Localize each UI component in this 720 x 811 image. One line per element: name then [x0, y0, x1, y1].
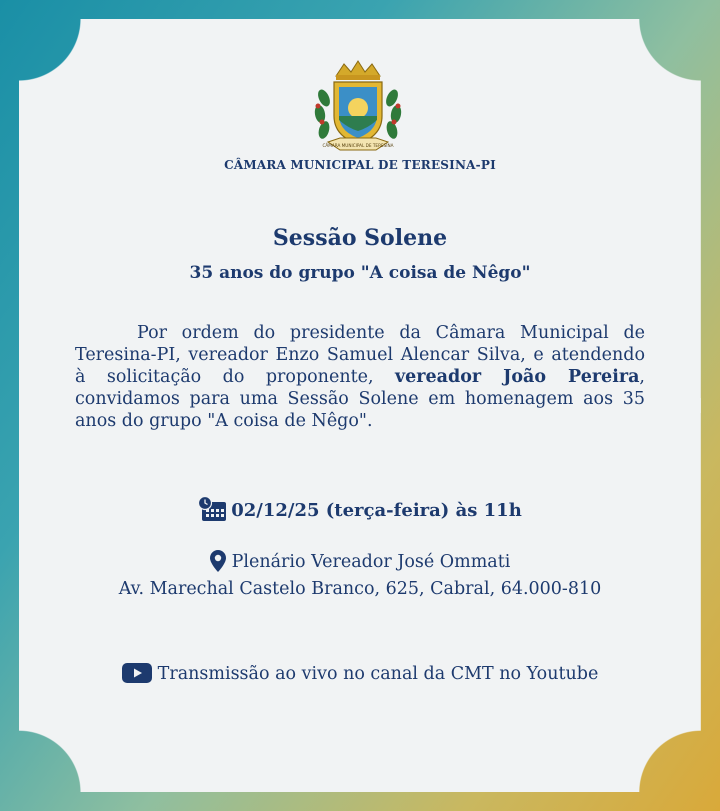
body-text-part2: , convidamos para uma Sessão Solene em homenagem aos 35 anos do grupo "A coisa de Nêgo". — [75, 367, 645, 431]
event-subtitle: 35 anos do grupo "A coisa de Nêgo" — [189, 263, 531, 283]
camara-emblem-logo — [310, 58, 406, 156]
live-stream-info — [0, 664, 720, 684]
organization-name: CÂMARA MUNICIPAL DE TERESINA-PI — [224, 158, 496, 172]
youtube-icon — [122, 663, 152, 683]
event-address: Av. Marechal Castelo Branco, 625, Cabral, 64.000-810 — [118, 579, 602, 599]
event-venue — [0, 552, 720, 572]
invitation-body — [75, 322, 645, 432]
event-date-text: 02/12/25 (terça-feira) às 11h — [231, 500, 522, 521]
event-date — [0, 500, 720, 522]
body-text-part1: Por ordem do presidente da Câmara Municipal de Teresina-PI, vereador Enzo Samuel Alencar Silva, e atendendo à solicitação do proponente, — [75, 323, 645, 387]
live-stream-text: Transmissão ao vivo no canal da CMT no Youtube — [157, 664, 599, 684]
map-pin-icon — [210, 550, 226, 572]
emblem-ribbon-text: CÂMARA MUNICIPAL DE TERESINA — [322, 143, 394, 148]
proponent-name: vereador João Pereira — [394, 367, 640, 387]
venue-text: Plenário Vereador José Ommati — [231, 552, 511, 572]
calendar-clock-icon — [198, 496, 228, 522]
event-title: Sessão Solene — [272, 225, 448, 251]
